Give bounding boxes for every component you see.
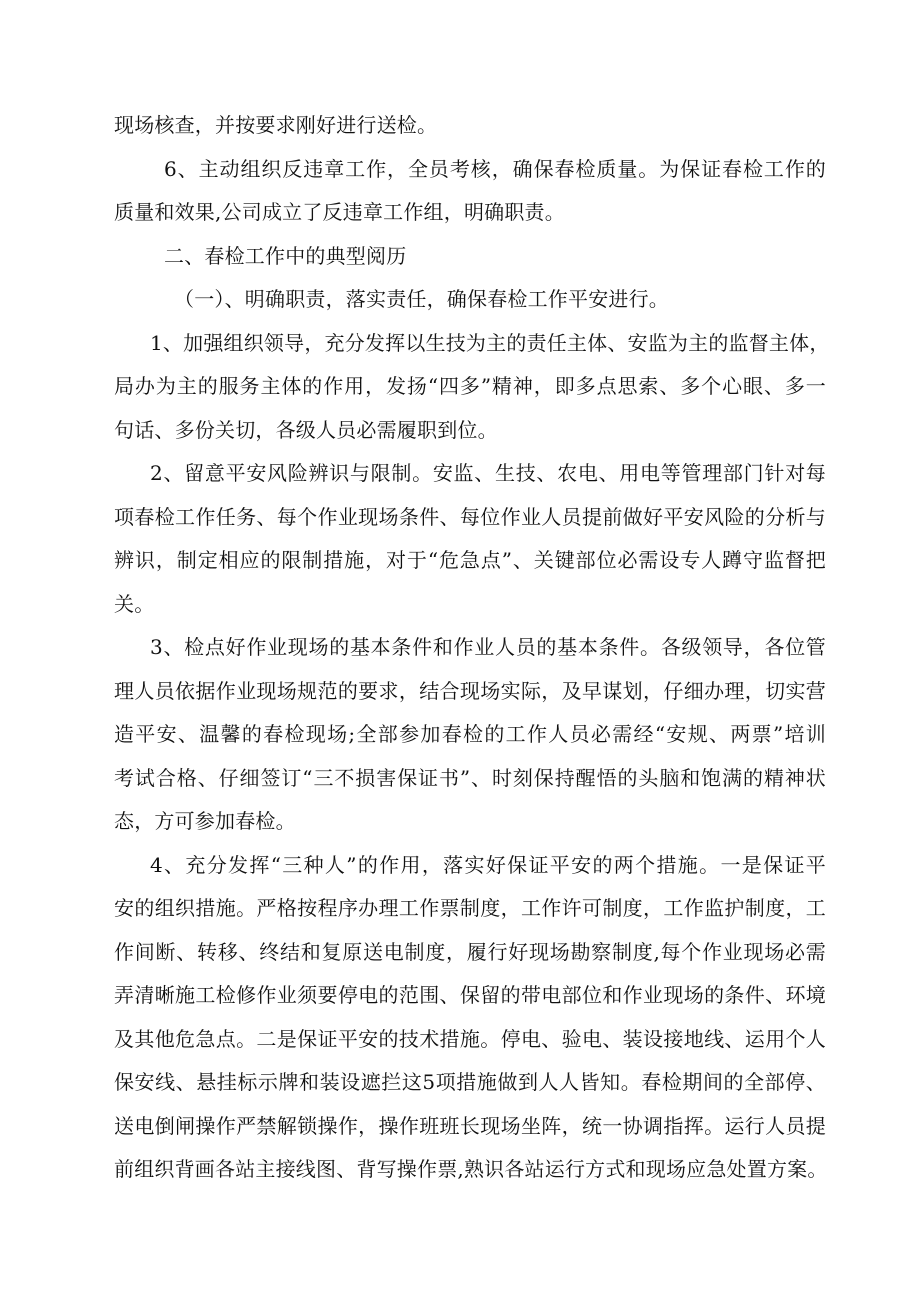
text-line: 6、主动组织反违章工作，全员考核，确保春检质量。为保证春检工作的 <box>164 156 826 181</box>
text-line: 辨识，制定相应的限制措施，对于“危急点”、关键部位必需设专人蹲守监督把 <box>114 548 826 572</box>
text-line: 现场核查，并按要求刚好进行送检。 <box>114 113 438 137</box>
text-line: 理人员依据作业现场规范的要求，结合现场实际，及早谋划，仔细办理，切实营 <box>114 678 826 703</box>
text-line: 2、留意平安风险辨识与限制。安监、生技、农电、用电等管理部门针对每 <box>150 461 826 485</box>
text-line: 关。 <box>114 591 155 616</box>
text-line: 送电倒闸操作严禁解锁操作，操作班班长现场坐阵，统一协调指挥。运行人员提 <box>114 1113 826 1138</box>
subsection-heading: （一）、明确职责，落实责任，确保春检工作平安进行。 <box>174 287 669 311</box>
text-line: 及其他危急点。二是保证平安的技术措施。停电、验电、装设接地线、运用个人 <box>114 1026 826 1051</box>
text-line: 保安线、悬挂标示牌和装设遮拦这5项措施做到人人皆知。春检期间的全部停、 <box>114 1070 826 1094</box>
text-line: 局办为主的服务主体的作用，发扬“四多”精神，即多点思索、多个心眼、多一 <box>114 374 826 398</box>
text-line: 句话、多份关切，各级人员必需履职到位。 <box>114 417 498 442</box>
text-line: 造平安、温馨的春检现场;全部参加春检的工作人员必需经“安规、两票”培训 <box>114 722 826 746</box>
text-line: 考试合格、仔细签订“三不损害保证书”、时刻保持醒悟的头脑和饱满的精神状 <box>114 765 826 790</box>
text-line: 态，方可参加春检。 <box>114 809 296 833</box>
text-line: 弄清晰施工检修作业须要停电的范围、保留的带电部位和作业现场的条件、环境 <box>114 983 826 1007</box>
text-line: 作间断、转移、终结和复原送电制度，履行好现场勘察制度,每个作业现场必需 <box>114 939 826 964</box>
text-line: 3、检点好作业现场的基本条件和作业人员的基本条件。各级领导，各位管 <box>150 635 826 659</box>
text-line: 质量和效果,公司成立了反违章工作组，明确职责。 <box>114 200 565 224</box>
document-body <box>114 104 830 1192</box>
text-line: 项春检工作任务、每个作业现场条件、每位作业人员提前做好平安风险的分析与 <box>114 504 826 529</box>
section-heading: 二、春检工作中的典型阅历 <box>164 243 407 268</box>
text-line: 4、充分发挥“三种人”的作用，落实好保证平安的两个措施。一是保证平 <box>150 852 826 877</box>
text-line: 前组织背画各站主接线图、背写操作票,熟识各站运行方式和现场应急处置方案。 <box>114 1157 828 1181</box>
text-line: 1、加强组织领导，充分发挥以生技为主的责任主体、安监为主的监督主体， <box>150 330 830 355</box>
text-line: 安的组织措施。严格按程序办理工作票制度，工作许可制度，工作监护制度，工 <box>114 896 826 920</box>
